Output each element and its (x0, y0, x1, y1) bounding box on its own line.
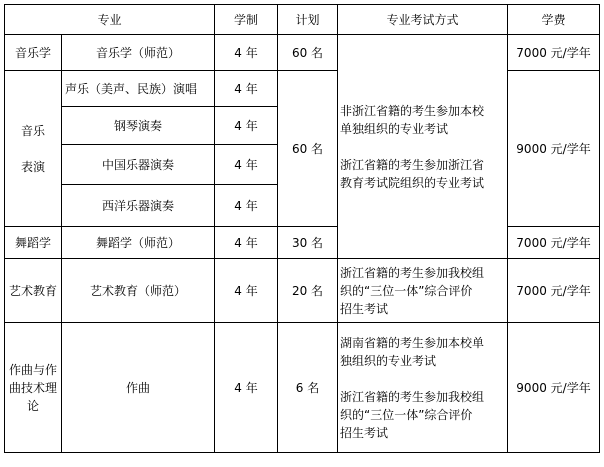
header-major: 专业 (5, 5, 215, 35)
fee-music-performance: 9000 元/学年 (508, 71, 600, 227)
exam-art-education-line1: 浙江省籍的考生参加我校组 (340, 265, 485, 280)
header-plan: 计划 (278, 5, 338, 35)
admissions-table (4, 4, 600, 453)
exam-art-education (338, 259, 508, 323)
exam-shared-a-line1: 非浙江省籍的考生参加本校 (340, 103, 485, 118)
header-exam: 专业考试方式 (338, 5, 508, 35)
major-piano: 钢琴演奏 (62, 107, 215, 145)
category-music-studies: 音乐学 (5, 35, 62, 71)
category-music-performance (5, 71, 62, 227)
plan-music-performance: 60 名 (278, 71, 338, 227)
table-row-composition (5, 323, 600, 453)
category-music-performance-line2: 表演 (20, 159, 45, 174)
plan-dance: 30 名 (278, 227, 338, 259)
header-duration: 学制 (215, 5, 278, 35)
plan-music-studies: 60 名 (278, 35, 338, 71)
major-dance: 舞蹈学（师范） (62, 227, 215, 259)
major-vocal: 声乐（美声、民族）演唱 (62, 71, 215, 107)
duration-chinese-instruments: 4 年 (215, 145, 278, 185)
major-western-instruments: 西洋乐器演奏 (62, 185, 215, 227)
category-dance: 舞蹈学 (5, 227, 62, 259)
fee-dance: 7000 元/学年 (508, 227, 600, 259)
table-row-dance (5, 227, 600, 259)
plan-art-education: 20 名 (278, 259, 338, 323)
exam-shared (338, 35, 508, 259)
exam-shared-b-line1: 浙江省籍的考生参加浙江省 (340, 157, 485, 172)
table-row-art-education (5, 259, 600, 323)
duration-dance: 4 年 (215, 227, 278, 259)
category-composition (5, 323, 62, 453)
fee-music-studies: 7000 元/学年 (508, 35, 600, 71)
major-art-education: 艺术教育（师范） (62, 259, 215, 323)
major-chinese-instruments: 中国乐器演奏 (62, 145, 215, 185)
header-row (5, 5, 600, 35)
duration-piano: 4 年 (215, 107, 278, 145)
exam-composition-b-line1: 浙江省籍的考生参加我校组 (340, 389, 485, 404)
fee-art-education: 7000 元/学年 (508, 259, 600, 323)
category-music-performance-line1: 音乐 (20, 123, 45, 138)
exam-composition-b-line3: 招生考试 (340, 425, 389, 440)
header-fee: 学费 (508, 5, 600, 35)
category-art-education: 艺术教育 (5, 259, 62, 323)
duration-music-studies: 4 年 (215, 35, 278, 71)
category-composition-line3: 论 (26, 398, 39, 413)
duration-art-education: 4 年 (215, 259, 278, 323)
table-row-vocal (5, 71, 600, 107)
fee-composition: 9000 元/学年 (508, 323, 600, 453)
duration-composition: 4 年 (215, 323, 278, 453)
category-composition-line1: 作曲与作 (8, 362, 57, 377)
exam-composition-b-line2: 织的“三位一体”综合评价 (340, 407, 473, 422)
duration-vocal: 4 年 (215, 71, 278, 107)
major-composition: 作曲 (62, 323, 215, 453)
exam-shared-b-line2: 教育考试院组织的专业考试 (340, 175, 485, 190)
exam-shared-a-line2: 单独组织的专业考试 (340, 121, 449, 136)
plan-composition: 6 名 (278, 323, 338, 453)
exam-art-education-line2: 织的“三位一体”综合评价 (340, 283, 473, 298)
category-composition-line2: 曲技术理 (8, 380, 57, 395)
table-row-music-studies (5, 35, 600, 71)
exam-composition (338, 323, 508, 453)
exam-composition-a-line2: 独组织的专业考试 (340, 353, 437, 368)
duration-western-instruments: 4 年 (215, 185, 278, 227)
exam-art-education-line3: 招生考试 (340, 301, 389, 316)
major-music-studies: 音乐学（师范） (62, 35, 215, 71)
exam-composition-a-line1: 湖南省籍的考生参加本校单 (340, 335, 485, 350)
